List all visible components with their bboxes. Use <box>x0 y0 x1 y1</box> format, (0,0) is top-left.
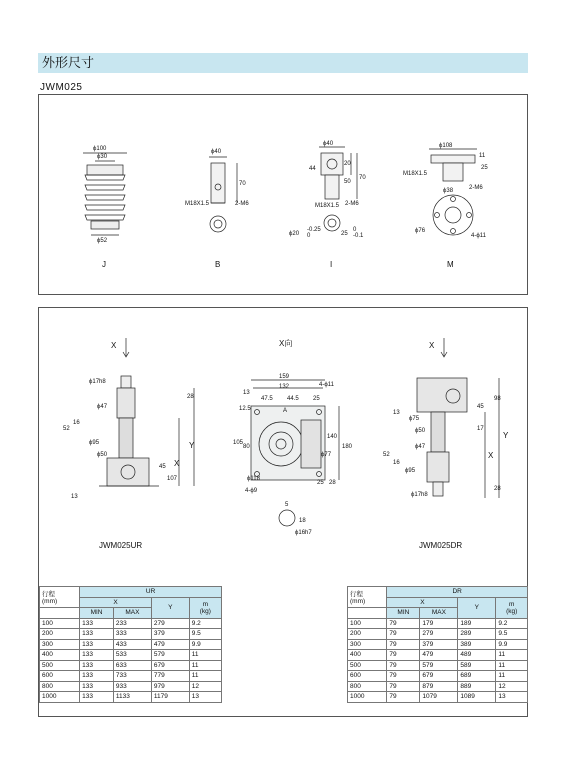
dr-table-cell: 200 <box>348 629 387 640</box>
i-dim-11: 25 <box>341 231 348 237</box>
dr-table-cell: 679 <box>420 671 458 682</box>
ur-table-cell: 679 <box>151 660 189 671</box>
b-dim-2: 70 <box>239 181 246 187</box>
ur-col-group: UR <box>80 587 222 598</box>
dr-table-cell: 300 <box>348 639 387 650</box>
xdir-dim-6: 47.5 <box>261 396 273 402</box>
dr-table-cell: 79 <box>387 692 420 703</box>
ur-table-cell: 979 <box>151 681 189 692</box>
xdir-dim-21: ϕ16h7 <box>295 530 312 536</box>
ur-table-cell: 11 <box>189 650 221 661</box>
dr-dim-5: ϕ50 <box>415 428 426 434</box>
xdir-dim-15: ϕ118 <box>247 476 260 482</box>
ur-table-cell: 133 <box>80 650 114 661</box>
j-dim-1: ϕ100 <box>93 146 107 152</box>
dr-table-cell: 800 <box>348 681 387 692</box>
m-dim-3: 25 <box>481 165 488 171</box>
m-dim-6: ϕ38 <box>443 188 454 194</box>
xdir-dim-14: ϕ77 <box>321 452 332 458</box>
dr-table-cell: 689 <box>458 671 496 682</box>
ur-dim-4: 52 <box>63 426 70 432</box>
dr-label: JWM025DR <box>419 541 463 550</box>
dr-dim-6: 17 <box>477 426 484 432</box>
ur-table-cell: 500 <box>40 660 80 671</box>
xdir-dim-2: 13 <box>243 390 250 396</box>
ur-table-cell: 379 <box>151 629 189 640</box>
ur-col-stroke: 行程 (mm) <box>40 587 80 608</box>
dr-table-cell: 13 <box>496 692 528 703</box>
xdir-dim-13: 180 <box>342 444 353 450</box>
label-i: I <box>330 260 333 269</box>
dr-table-cell: 9.5 <box>496 629 528 640</box>
xdir-dim-4: 4-ϕ11 <box>319 382 334 388</box>
dr-table-cell: 100 <box>348 618 387 629</box>
dr-table-cell: 79 <box>387 639 420 650</box>
ur-table-cell: 400 <box>40 650 80 661</box>
i-dim-13: -0.1 <box>353 233 364 239</box>
i-dim-7: 2-M6 <box>345 201 359 207</box>
dr-table-cell: 9.2 <box>496 618 528 629</box>
m-dim-8: 4-ϕ11 <box>471 233 486 239</box>
ur-table-cell: 11 <box>189 671 221 682</box>
assembly-panel <box>38 307 528 717</box>
ur-col-x: X <box>80 597 152 608</box>
xdir-dim-3: 132 <box>279 384 290 390</box>
ur-table-cell: 133 <box>80 639 114 650</box>
ur-table-cell: 133 <box>80 660 114 671</box>
ur-table-cell: 9.2 <box>189 618 221 629</box>
ur-dim-12: X <box>174 459 180 468</box>
dr-col-x: X <box>387 597 458 608</box>
jack-dr-drawing <box>417 338 499 498</box>
ur-dim-7: ϕ50 <box>97 452 108 458</box>
label-j: J <box>102 260 106 269</box>
xdir-dim-17: 25 <box>317 480 324 486</box>
ur-table-cell: 233 <box>113 618 151 629</box>
ur-col-max: MAX <box>113 608 151 619</box>
dr-dim-1: 98 <box>494 396 501 402</box>
dr-arrow-label: X <box>429 341 435 350</box>
b-dim-1: ϕ40 <box>211 149 222 155</box>
i-dim-9: -0.25 <box>307 227 321 233</box>
dr-table-cell: 1089 <box>458 692 496 703</box>
dr-dim-2: 45 <box>477 404 484 410</box>
ur-dim-11: Y <box>189 441 195 450</box>
dr-dim-9: 16 <box>393 460 400 466</box>
ur-table-cell: 200 <box>40 629 80 640</box>
xdir-dim-8: 25 <box>313 396 320 402</box>
dr-table-cell: 1079 <box>420 692 458 703</box>
ur-table-row <box>40 692 222 703</box>
dr-table-cell: 889 <box>458 681 496 692</box>
ur-dim-3: ϕ47 <box>97 404 108 410</box>
dr-table-cell: 279 <box>420 629 458 640</box>
ur-table-row <box>40 671 222 682</box>
xdir-dim-12: 140 <box>327 434 338 440</box>
label-b: B <box>215 260 221 269</box>
ur-dim-9: 107 <box>167 476 178 482</box>
dr-table-cell: 400 <box>348 650 387 661</box>
label-m: M <box>447 260 454 269</box>
xdir-dim-18: 28 <box>329 480 336 486</box>
section-title: 外形尺寸 <box>42 55 95 70</box>
dr-table-cell: 11 <box>496 671 528 682</box>
ur-table-cell: 1179 <box>151 692 189 703</box>
ur-table-cell: 733 <box>113 671 151 682</box>
i-dim-12: 0 <box>353 227 357 233</box>
ur-table-cell: 279 <box>151 618 189 629</box>
ur-dim-8: 45 <box>159 464 166 470</box>
dr-table-cell: 589 <box>458 660 496 671</box>
ur-table-cell: 133 <box>80 671 114 682</box>
i-dim-3: 20 <box>344 161 351 167</box>
dr-table-cell: 11 <box>496 660 528 671</box>
dr-table-cell: 579 <box>420 660 458 671</box>
ur-table-row <box>40 639 222 650</box>
i-dim-10: 0 <box>307 233 311 239</box>
dr-dim-4: ϕ75 <box>409 416 420 422</box>
dr-table-cell: 500 <box>348 660 387 671</box>
dr-dim-11: ϕ17h8 <box>411 492 428 498</box>
dr-dim-7: ϕ47 <box>415 444 426 450</box>
ur-table-cell: 333 <box>113 629 151 640</box>
ur-table-cell: 779 <box>151 671 189 682</box>
b-dim-4: 2-M6 <box>235 201 249 207</box>
i-dim-5: 70 <box>359 175 366 181</box>
rod-end-i-drawing <box>319 147 357 231</box>
dr-table-row <box>348 629 528 640</box>
dr-dim-3: 13 <box>393 410 400 416</box>
dr-table-row <box>348 681 528 692</box>
dr-spec-table <box>347 586 528 703</box>
dr-table-row <box>348 671 528 682</box>
m-dim-4: M18X1.5 <box>403 171 428 177</box>
xdir-dim-11: 80 <box>243 444 250 450</box>
dr-table-cell: 11 <box>496 650 528 661</box>
ur-table-cell: 133 <box>80 629 114 640</box>
j-dim-3: ϕ52 <box>97 238 108 244</box>
section-header <box>38 53 528 73</box>
dr-table-cell: 79 <box>387 671 420 682</box>
ur-table-cell: 933 <box>113 681 151 692</box>
ur-table-cell: 11 <box>189 660 221 671</box>
ur-table-cell: 9.9 <box>189 639 221 650</box>
ur-spec-table <box>39 586 222 703</box>
b-dim-3: M18X1.5 <box>185 201 210 207</box>
dr-table-cell: 879 <box>420 681 458 692</box>
dr-table-cell: 600 <box>348 671 387 682</box>
assembly-drawing <box>39 308 529 578</box>
dr-table-cell: 79 <box>387 629 420 640</box>
dr-table-row <box>348 650 528 661</box>
model-code: JWM025 <box>40 82 83 93</box>
m-dim-7: ϕ76 <box>415 228 426 234</box>
ur-dim-5: 16 <box>73 420 80 426</box>
xdir-dim-1: 159 <box>279 374 290 380</box>
ur-table-cell: 600 <box>40 671 80 682</box>
xdir-dim-19: 5 <box>285 502 289 508</box>
dr-table-cell: 79 <box>387 618 420 629</box>
dr-dim-14: X <box>488 451 494 460</box>
ur-table-cell: 133 <box>80 692 114 703</box>
ur-dim-6: ϕ95 <box>89 440 100 446</box>
ur-table-row <box>40 650 222 661</box>
ur-table-cell: 1133 <box>113 692 151 703</box>
ur-table-cell: 133 <box>80 618 114 629</box>
ur-col-min: MIN <box>80 608 114 619</box>
ur-table-row <box>40 660 222 671</box>
xdir-dim-20: 18 <box>299 518 306 524</box>
dr-table-cell: 179 <box>420 618 458 629</box>
dr-table-cell: 12 <box>496 681 528 692</box>
dr-table-cell: 79 <box>387 681 420 692</box>
dr-col-group: DR <box>387 587 528 598</box>
ur-col-m: m (kg) <box>189 597 221 618</box>
jack-ur-drawing <box>99 338 194 486</box>
accessory-drawing <box>39 95 529 296</box>
ur-table-cell: 633 <box>113 660 151 671</box>
m-dim-1: ϕ108 <box>439 143 453 149</box>
ur-table-cell: 12 <box>189 681 221 692</box>
i-dim-4: 50 <box>344 179 351 185</box>
ur-table-row <box>40 681 222 692</box>
ur-col-y: Y <box>151 597 189 618</box>
accessory-panel <box>38 94 528 295</box>
ur-table-cell: 579 <box>151 650 189 661</box>
dr-table-cell: 489 <box>458 650 496 661</box>
ur-table-cell: 479 <box>151 639 189 650</box>
bellows-boot-drawing <box>83 153 127 235</box>
dr-col-stroke: 行程 (mm) <box>348 587 387 608</box>
j-dim-2: ϕ30 <box>97 154 108 160</box>
dr-table-row <box>348 618 528 629</box>
dr-table-cell: 79 <box>387 650 420 661</box>
m-dim-2: 11 <box>479 153 486 159</box>
dr-dim-10: ϕ95 <box>405 468 416 474</box>
dr-col-y: Y <box>458 597 496 618</box>
ur-dim-2: 28 <box>187 394 194 400</box>
ur-table-cell: 133 <box>80 681 114 692</box>
ur-arrow-label: X <box>111 341 117 350</box>
dr-table-cell: 189 <box>458 618 496 629</box>
dr-table-cell: 289 <box>458 629 496 640</box>
dr-col-m: m (kg) <box>496 597 528 618</box>
i-dim-1: ϕ40 <box>323 141 334 147</box>
dr-table-cell: 379 <box>420 639 458 650</box>
dr-table-cell: 479 <box>420 650 458 661</box>
ur-table-cell: 1000 <box>40 692 80 703</box>
xdir-label: X向 <box>279 339 293 348</box>
ur-table-cell: 100 <box>40 618 80 629</box>
i-dim-6: M18X1.5 <box>315 203 340 209</box>
dr-table-row <box>348 692 528 703</box>
dr-table-cell: 9.9 <box>496 639 528 650</box>
ur-table-cell: 533 <box>113 650 151 661</box>
m-dim-5: 2-M6 <box>469 185 483 191</box>
ur-dim-10: 13 <box>71 494 78 500</box>
dr-dim-8: 52 <box>383 452 390 458</box>
ur-label: JWM025UR <box>99 541 143 550</box>
ur-table-cell: 800 <box>40 681 80 692</box>
dr-table-row <box>348 660 528 671</box>
dr-table-cell: 1000 <box>348 692 387 703</box>
xdir-dim-5: 12.5 <box>239 406 251 412</box>
ur-table-row <box>40 629 222 640</box>
rod-end-b-drawing <box>209 157 237 232</box>
dr-dim-13: Y <box>503 431 509 440</box>
ur-table-cell: 433 <box>113 639 151 650</box>
ur-dim-1: ϕ17h8 <box>89 379 106 385</box>
ur-table-cell: 300 <box>40 639 80 650</box>
i-dim-2: 44 <box>309 166 316 172</box>
ur-table-cell: 13 <box>189 692 221 703</box>
xdir-dim-7: 44.5 <box>287 396 299 402</box>
dr-dim-12: 28 <box>494 486 501 492</box>
dr-col-min: MIN <box>387 608 420 619</box>
dr-table-row <box>348 639 528 650</box>
dr-table-cell: 79 <box>387 660 420 671</box>
xdir-dim-16: 4-ϕ9 <box>245 488 258 494</box>
i-dim-8: ϕ20 <box>289 231 300 237</box>
ur-table-row <box>40 618 222 629</box>
xdir-dim-10: 105 <box>233 440 244 446</box>
dr-table-cell: 389 <box>458 639 496 650</box>
dr-col-max: MAX <box>420 608 458 619</box>
xdir-dim-9: A <box>283 408 288 414</box>
ur-table-cell: 9.5 <box>189 629 221 640</box>
